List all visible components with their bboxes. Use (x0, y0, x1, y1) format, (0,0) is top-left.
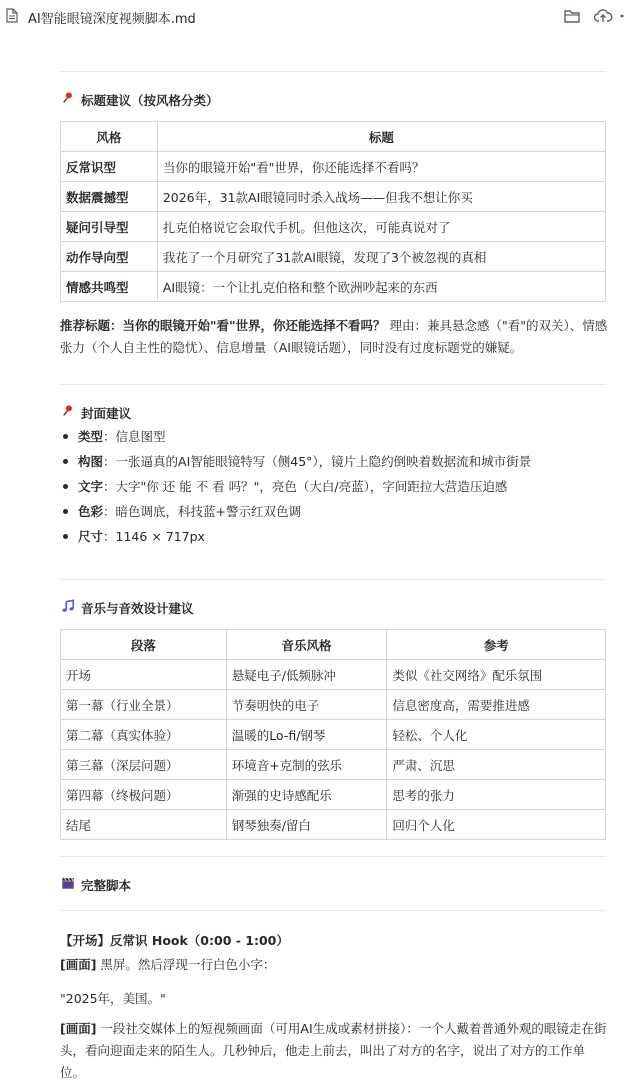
title-cell: AI眼镜：一个让扎克伯格和整个欧洲吵起来的东西 (157, 272, 605, 302)
table-row: 第二幕（真实体验） 温暖的Lo-fi/钢琴 轻松、个人化 (61, 720, 606, 750)
title-cell: 扎克伯格说它会取代手机。但他这次，可能真说对了 (157, 212, 605, 242)
list-item: 构图：一张逼真的AI智能眼镜特写（侧45°），镜片上隐约倒映着数据流和城市街景 (60, 449, 608, 474)
title-cell: 当你的眼镜开始"看"世界，你还能选择不看吗？ (157, 152, 605, 182)
open-folder-icon[interactable] (562, 6, 582, 26)
style-cell: 数据震撼型 (61, 182, 158, 212)
window-title: AI智能眼镜深度视频脚本.md (28, 12, 196, 27)
table-row: 第四幕（终极问题） 渐强的史诗感配乐 思考的张力 (61, 780, 606, 810)
table-row: 开场 悬疑电子/低频脉冲 类似《社交网络》配乐氛围 (61, 660, 606, 690)
music-table (60, 629, 606, 840)
list-item: 色彩：暗色调底，科技蓝+警示红双色调 (60, 499, 608, 524)
style-cell: 反常识型 (61, 152, 158, 182)
list-item: 类型：信息图型 (60, 424, 608, 449)
section-title-cover: 封面建议 (60, 404, 131, 422)
style-cell: 情感共鸣型 (61, 272, 158, 302)
scene-tag: [画面] (60, 957, 97, 972)
file-icon (6, 8, 18, 23)
table-row (61, 272, 606, 302)
table-header-row (61, 122, 606, 152)
column-header: 参考 (387, 630, 606, 660)
scene-tag: [画面] (60, 1021, 97, 1036)
quote-line: "2025年，美国。" (60, 991, 166, 1006)
column-header: 标题 (157, 122, 605, 152)
recommended-title-reason: 理由：兼具悬念感（"看"的双关）、情感张力（个人自主性的隐忧）、信息增量（AI眼镜话题），同时没有过度标题党的嫌疑。 (60, 318, 608, 355)
recommended-title-label: 推荐标题：当你的眼镜开始"看"世界，你还能选择不看吗？ (60, 318, 386, 333)
divider (60, 856, 606, 857)
section-title-titles: 标题建议（按风格分类） (60, 91, 219, 109)
section-title-script: 完整脚本 (60, 876, 131, 894)
scene-paragraph: [画面] 一段社交媒体上的短视频画面（可用AI生成或素材拼接）：一个人戴着普通外观的眼镜走在街头，看向迎面走来的陌生人。几秒钟后，他走上前去，叫出了对方的名字，说出了对方的工作单位。 (60, 1021, 607, 1080)
table-row (61, 212, 606, 242)
pushpin-icon (60, 91, 76, 105)
more-icon[interactable] (618, 6, 628, 26)
titles-table (60, 121, 606, 302)
pushpin-icon (60, 404, 76, 418)
title-cell: 2026年，31款AI眼镜同时杀入战场——但我不想让你买 (157, 182, 605, 212)
column-header: 段落 (61, 630, 227, 660)
title-bar (0, 0, 628, 32)
title-cell: 我花了一个月研究了31款AI眼镜，发现了3个被忽视的真相 (157, 242, 605, 272)
recommended-title-paragraph (60, 315, 608, 359)
divider (60, 384, 606, 385)
table-row: 第一幕（行业全景） 节奏明快的电子 信息密度高，需要推进感 (61, 690, 606, 720)
section-title-music: 音乐与音效设计建议 (60, 599, 194, 617)
style-cell: 动作导向型 (61, 242, 158, 272)
table-row (61, 182, 606, 212)
column-header: 风格 (61, 122, 158, 152)
divider (60, 910, 606, 911)
table-header-row (61, 630, 606, 660)
opening-section-title: 【开场】反常识 Hook（0:00 - 1:00） (60, 933, 289, 948)
divider (60, 579, 606, 580)
clapperboard-icon (60, 876, 76, 890)
list-item: 尺寸：1146 × 717px (60, 524, 608, 549)
list-item: 文字：大字"你 还 能 不 看 吗？"，亮色（大白/亮蓝），字间距拉大营造压迫感 (60, 474, 608, 499)
divider (60, 71, 606, 72)
style-cell: 疑问引导型 (61, 212, 158, 242)
table-row (61, 152, 606, 182)
table-row (61, 242, 606, 272)
table-row: 第三幕（深层问题） 环境音+克制的弦乐 严肃、沉思 (61, 750, 606, 780)
music-note-icon (60, 599, 76, 613)
cover-list (60, 424, 608, 549)
table-row: 结尾 钢琴独奏/留白 回归个人化 (61, 810, 606, 840)
upload-cloud-icon[interactable] (593, 6, 613, 26)
scene-line: [画面] 黑屏。然后浮现一行白色小字： (60, 957, 276, 972)
column-header: 音乐风格 (226, 630, 387, 660)
